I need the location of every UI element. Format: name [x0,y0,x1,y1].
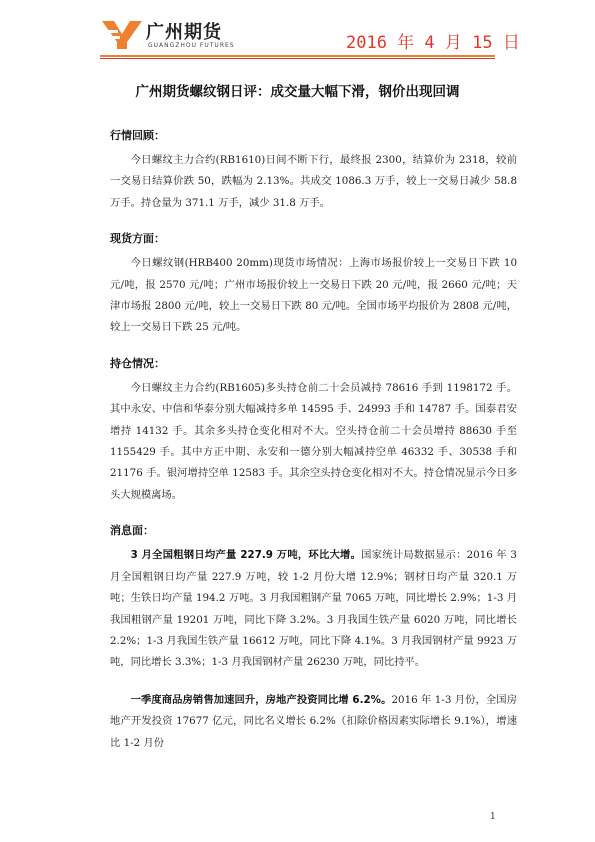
news-item-lead: 一季度商品房销售加速回升，房地产投资同比增 6.2%。 [130,693,392,706]
header-rule-red [100,58,495,59]
section-heading: 行情回顾： [110,129,165,142]
report-title: 广州期货螺纹钢日评：成交量大幅下滑，钢价出现回调 [135,84,460,100]
section-heading: 消息面： [110,524,154,538]
news-item-lead: 3 月全国粗钢日均产量 227.9 万吨，环比大增。 [130,549,362,562]
section-heading: 现货方面： [110,232,165,246]
page-header [0,0,595,62]
logo-chinese-name: 广州期货 [146,22,222,43]
company-logo [100,18,250,54]
header-rule-orange [100,55,495,57]
report-date: 2016 年 4 月 15 日 [346,33,520,53]
report-body [110,128,517,771]
section-positions [110,356,517,506]
section-paragraph: 今日螺纹主力合约(RB1605)多头持仓前二十会员减持 78616 手到 1198172 手。其中永安、中信和华泰分别大幅减持多单 14595 手、24993 手和 14787 手。国泰君安增持 14132 手。其余多头持仓变化相对不大。空头持仓前二十会员增持 88630 手至 1155429 手。其中方正中期、永安和一德分别大幅减持空单 46332 手、30538 手和 21176 手。银河增持空单 12583 手。其余空头持仓变化相对不大。持仓情况显示今日多头大规模离场。 [110,381,517,501]
section-market-review [110,128,517,214]
page-number: 1 [490,812,496,822]
news-item-text: 国家统计局数据显示：2016 年 3 月全国粗钢日均产量 227.9 万吨，较 1-2 月份大增 12.9%；钢材日均产量 320.1 万吨；生铁日均产量 194.2 万吨。3 月我国粗钢产量 7065 万吨，同比增长 2.9%；1-3 月我国粗钢产量 19201 万吨，同比下降 3.2%。3 月我国生铁产量 6020 万吨，同比增长 2.2%；1-3 月我国生铁产量 16612 万吨，同比下降 4.1%。3 月我国钢材产量 9923 万吨，同比增长 3.3%；1-3 月我国钢材产量 26230 万吨，同比持平。 [110,549,517,669]
section-heading: 持仓情况： [110,356,165,370]
section-spot [110,231,517,339]
logo-english-name: GUANGZHOU FUTURES [148,42,235,49]
news-item [110,690,517,754]
section-news [110,523,517,754]
logo-mark-icon [100,18,144,52]
section-paragraph: 今日螺纹主力合约(RB1610)日间不断下行，最终报 2300，结算价为 2318，较前一交易日结算价跌 50，跌幅为 2.13%。共成交 1086.3 万手，较上一交易日减少 58.8 万手。持仓量为 371.1 万手，减少 31.8 万手。 [110,154,517,209]
news-item-text: 2016 年 1-3 月份，全国房地产开发投资 17677 亿元，同比名义增长 6.2%（扣除价格因素实际增长 9.1%），增速比 1-2 月份 [110,693,517,749]
news-item [110,545,517,673]
section-paragraph: 今日螺纹钢(HRB400 20mm)现货市场情况：上海市场报价较上一交易日下跌 10 元/吨，报 2570 元/吨；广州市场报价较上一交易日下跌 20 元/吨，报 2660 元/吨；天津市场报 2800 元/吨，较上一交易日下跌 80 元/吨。全国市场平均报价为 2808 元/吨，较上一交易日下跌 25 元/吨。 [110,257,517,334]
